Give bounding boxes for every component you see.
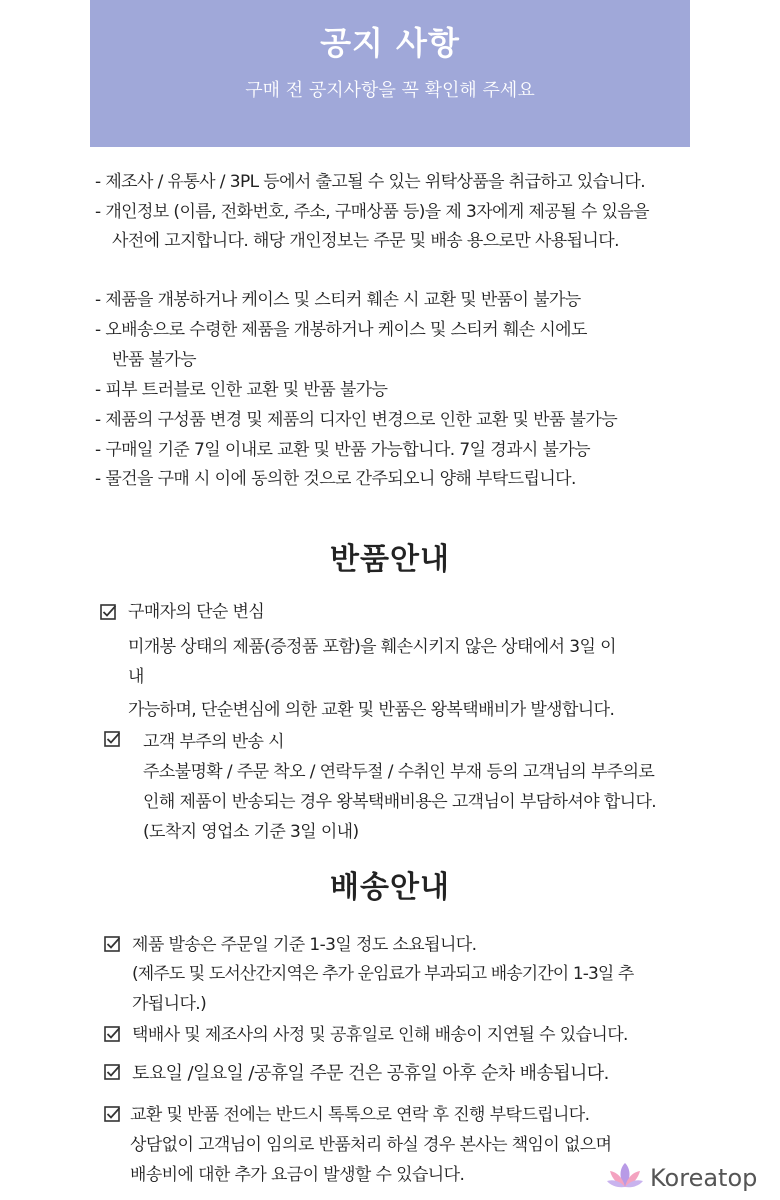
- lotus-icon: [606, 1161, 644, 1195]
- checkbox-icon: [104, 1106, 120, 1122]
- returns-item-body: 가능하며, 단순변심에 의한 교환 및 반품은 왕복택배비가 발생합니다.: [128, 700, 615, 720]
- checkbox-icon: [104, 1026, 120, 1042]
- notice-line: - 물건을 구매 시 이에 동의한 것으로 간주되오니 양해 부탁드립니다.: [95, 469, 576, 489]
- notice-line: 반품 불가능: [112, 350, 196, 370]
- checkbox-icon: [104, 936, 120, 952]
- logo-text: Koreatop: [650, 1164, 758, 1192]
- notice-line: 사전에 고지합니다. 해당 개인정보는 주문 및 배송 용으로만 사용됩니다.: [112, 231, 619, 251]
- returns-item-heading: 고객 부주의 반송 시: [143, 732, 284, 752]
- checkbox-icon: [104, 1064, 120, 1080]
- returns-item-body: 주소불명확 / 주문 착오 / 연락두절 / 수취인 부재 등의 고객님의 부주의로: [143, 762, 655, 782]
- returns-item-body: 미개봉 상태의 제품(증정품 포함)을 훼손시키지 않은 상태에서 3일 이: [128, 637, 616, 657]
- shipping-title: 배송안내: [330, 870, 450, 905]
- shipping-item-body: (제주도 및 도서산간지역은 추가 운임료가 부과되고 배송기간이 1-3일 추: [132, 964, 634, 984]
- returns-item-body: 내: [128, 667, 144, 687]
- koreatop-logo: [606, 1158, 757, 1198]
- notice-line: - 오배송으로 수령한 제품을 개봉하거나 케이스 및 스티커 훼손 시에도: [95, 320, 587, 340]
- shipping-item-heading: 교환 및 반품 전에는 반드시 톡톡으로 연락 후 진행 부탁드립니다.: [130, 1105, 590, 1125]
- shipping-item-heading: 택배사 및 제조사의 사정 및 공휴일로 인해 배송이 지연될 수 있습니다.: [132, 1025, 628, 1045]
- returns-title: 반품안내: [330, 542, 450, 577]
- shipping-item-heading: 토요일 /일요일 /공휴일 주문 건은 공휴일 아후 순차 배송됩니다.: [132, 1063, 609, 1084]
- returns-item-heading: 구매자의 단순 변심: [128, 602, 265, 622]
- banner-title: 공지 사항: [320, 24, 460, 62]
- notice-banner: [90, 0, 690, 147]
- notice-line: - 구매일 기준 7일 이내로 교환 및 반품 가능합니다. 7일 경과시 불가능: [95, 440, 590, 460]
- returns-item-body: 인해 제품이 반송되는 경우 왕복택배비용은 고객님이 부담하셔야 합니다.: [143, 792, 657, 812]
- shipping-item-body: 배송비에 대한 추가 요금이 발생할 수 있습니다.: [130, 1165, 465, 1185]
- banner-subtitle: 구매 전 공지사항을 꼭 확인해 주세요: [245, 80, 535, 101]
- shipping-item-body: 가됩니다.): [132, 994, 207, 1014]
- notice-line: - 제조사 / 유통사 / 3PL 등에서 출고될 수 있는 위탁상품을 취급하고 있습니다.: [95, 172, 645, 192]
- checkbox-icon: [104, 731, 120, 747]
- shipping-item-body: 상담없이 고객님이 임의로 반품처리 하실 경우 본사는 책임이 없으며: [130, 1135, 612, 1155]
- returns-item-body: (도착지 영업소 기준 3일 이내): [143, 822, 359, 842]
- shipping-item-heading: 제품 발송은 주문일 기준 1-3일 정도 소요됩니다.: [132, 935, 477, 955]
- checkbox-icon: [100, 604, 116, 620]
- notice-line: - 제품의 구성품 변경 및 제품의 디자인 변경으로 인한 교환 및 반품 불가능: [95, 410, 618, 430]
- notice-line: - 개인정보 (이름, 전화번호, 주소, 구매상품 등)을 제 3자에게 제공될 수 있음을: [95, 202, 649, 222]
- notice-line: - 제품을 개봉하거나 케이스 및 스티커 훼손 시 교환 및 반품이 불가능: [95, 290, 581, 310]
- notice-line: - 피부 트러블로 인한 교환 및 반품 불가능: [95, 380, 388, 400]
